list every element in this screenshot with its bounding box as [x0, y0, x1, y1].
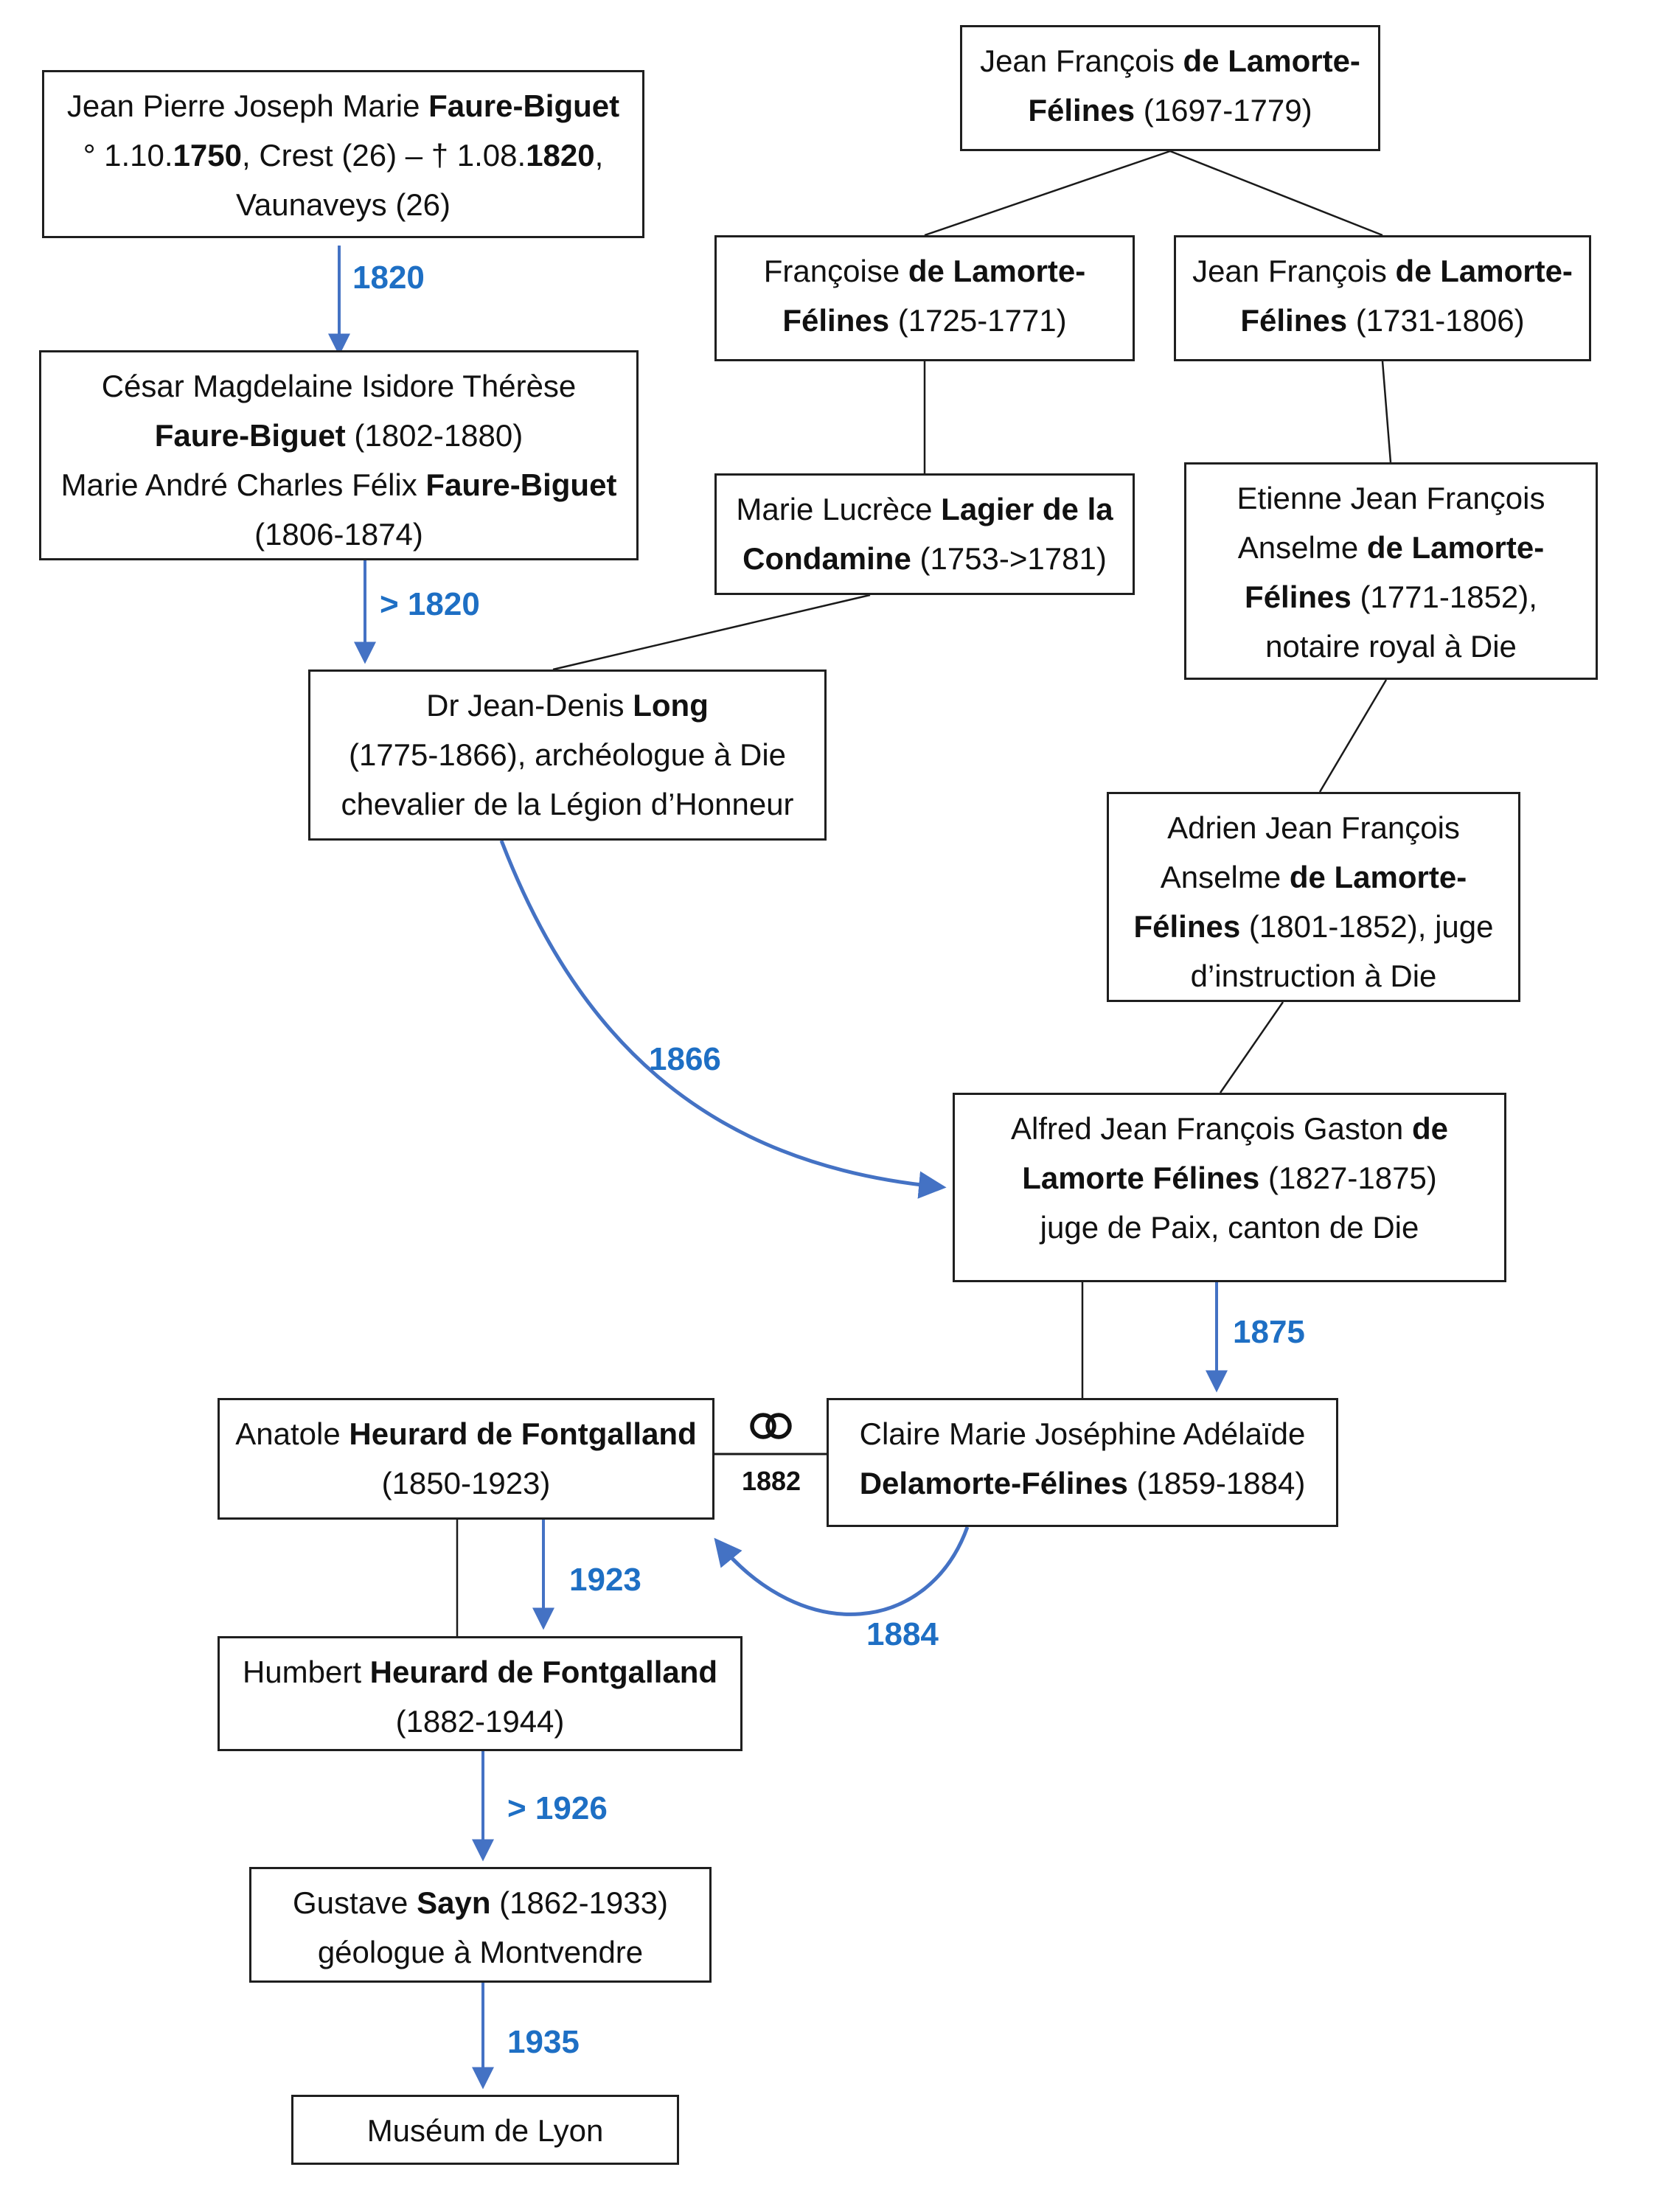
arrow-1884-curve	[717, 1527, 967, 1614]
person-box-adrien-lamorte: Adrien Jean François Anselme de Lamorte- Félines (1801-1852), juge d’instruction à Die	[1107, 792, 1520, 1002]
year-label-1935: 1935	[507, 2024, 580, 2060]
person-box-faure-biguet: Jean Pierre Joseph Marie Faure-Biguet ° 1.10.1750, Crest (26) – † 1.08.1820, Vaunaveys (26)	[42, 70, 644, 238]
line-adrien-to-alfred	[1220, 1002, 1283, 1093]
person-box-alfred-lamorte: Alfred Jean François Gaston de Lamorte Félines (1827-1875) juge de Paix, canton de Die	[953, 1093, 1506, 1282]
person-box-jean-francois-lamorte-sr: Jean François de Lamorte- Félines (1697-1779)	[960, 25, 1380, 151]
year-label-1866: 1866	[649, 1041, 721, 1077]
year-label-1884: 1884	[866, 1616, 939, 1652]
person-box-jean-francois-lamorte-jr: Jean François de Lamorte- Félines (1731-1806)	[1174, 235, 1591, 361]
year-label-after-1820: > 1820	[380, 586, 480, 622]
person-box-claire-delamorte: Claire Marie Joséphine Adélaïde Delamorte-Félines (1859-1884)	[827, 1398, 1338, 1527]
line-jflamortesr-to-francoise	[925, 151, 1170, 235]
institution-box-museum-lyon: Muséum de Lyon	[291, 2095, 679, 2165]
person-box-etienne-lamorte: Etienne Jean François Anselme de Lamorte- Félines (1771-1852), notaire royal à Die	[1184, 462, 1598, 680]
person-box-francoise-lamorte: Françoise de Lamorte- Félines (1725-1771)	[714, 235, 1135, 361]
person-box-jean-denis-long: Dr Jean-Denis Long (1775-1866), archéologue à Die chevalier de la Légion d’Honneur	[308, 669, 827, 841]
person-box-gustave-sayn: Gustave Sayn (1862-1933) géologue à Montvendre	[249, 1867, 712, 1983]
person-box-anatole-heurard: Anatole Heurard de Fontgalland (1850-1923)	[218, 1398, 714, 1520]
marriage-year-label: 1882	[741, 1466, 801, 1496]
line-etienne-to-adrien	[1320, 680, 1386, 792]
marriage-icon	[752, 1415, 790, 1437]
line-jflamortesr-to-jflamortejr	[1170, 151, 1382, 235]
line-marielucrece-to-long	[553, 595, 870, 669]
year-label-1923: 1923	[569, 1562, 641, 1598]
person-box-marie-lucrece-lagier: Marie Lucrèce Lagier de la Condamine (1753->1781)	[714, 473, 1135, 595]
year-label-1820: 1820	[352, 260, 425, 296]
year-label-after-1926: > 1926	[507, 1790, 608, 1826]
arrow-1866-curve	[501, 841, 942, 1187]
line-jflamortejr-to-etienne	[1382, 361, 1391, 462]
year-label-1875: 1875	[1233, 1314, 1305, 1350]
person-box-cesar-faure-biguet: César Magdelaine Isidore Thérèse Faure-Biguet (1802-1880) Marie André Charles Félix Faure-Biguet (1806-1874)	[39, 350, 639, 560]
person-box-humbert-heurard: Humbert Heurard de Fontgalland (1882-1944)	[218, 1636, 742, 1751]
